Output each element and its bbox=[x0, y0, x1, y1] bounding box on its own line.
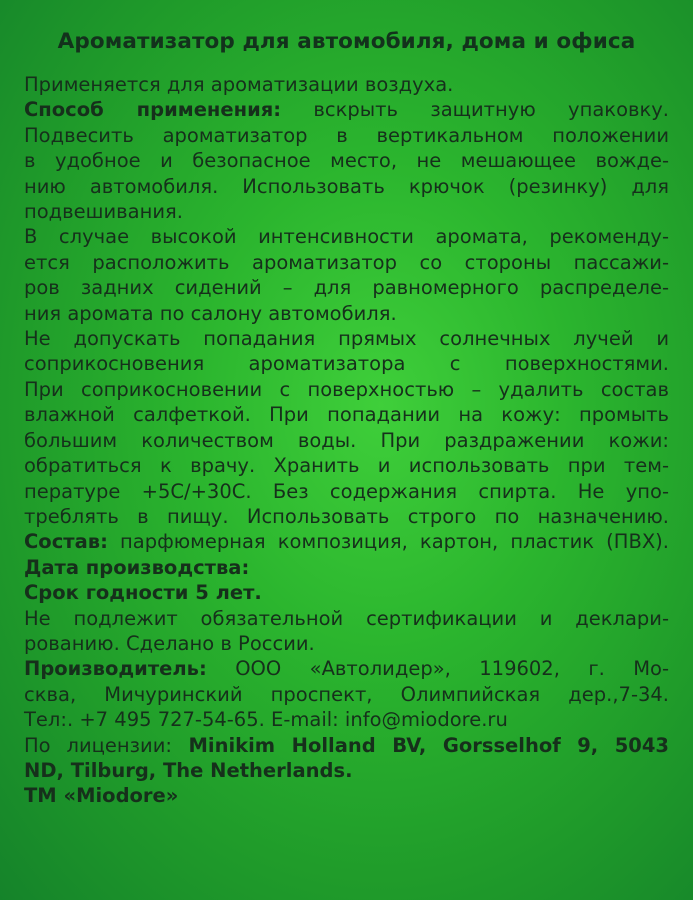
trademark: ТМ «Miodore» bbox=[24, 784, 179, 808]
warning-line-2: соприкосновения ароматизатора с поверхностями. bbox=[24, 352, 669, 376]
label-title: Ароматизатор для автомобиля, дома и офиса bbox=[57, 29, 636, 54]
certification-line-2: рованию. Сделано в России. bbox=[24, 631, 315, 655]
manufacturer-label: Производитель: bbox=[24, 657, 207, 681]
intensity-line-3: ров задних сидений – для равномерного распределе- bbox=[24, 276, 669, 300]
usage-line-3: в удобное и безопасное место, не мешающее вожде- bbox=[24, 149, 669, 173]
warning-line-3: При соприкосновении с поверхностью – удалить состав bbox=[24, 377, 669, 401]
composition-line bbox=[24, 529, 669, 554]
warning-line-7: пературе +5С/+30С. Без содержания спирта. Не упо- bbox=[24, 479, 669, 503]
composition-value: парфюмерная композиция, картон, пластик (ПВХ). bbox=[107, 530, 669, 554]
usage-line-4: нию автомобиля. Использовать крючок (резинку) для bbox=[24, 174, 669, 198]
intro-text: Применяется для ароматизации воздуха. bbox=[24, 73, 454, 96]
usage-line-2: Подвесить ароматизатор в вертикальном положении bbox=[24, 123, 669, 147]
shelf-life: Срок годности 5 лет. bbox=[24, 581, 262, 605]
manufacturer-line-3: Тел:. +7 495 727-54-65. E-mail: info@miodore.ru bbox=[24, 708, 508, 732]
usage-line-5: подвешивания. bbox=[24, 200, 183, 224]
license-label: По лицензии: bbox=[24, 733, 172, 757]
warning-line-1: Не допускать попадания прямых солнечных лучей и bbox=[24, 327, 669, 351]
certification-line-1: Не подлежит обязательной сертификации и деклари- bbox=[24, 606, 669, 630]
usage-label: Способ применения: bbox=[24, 98, 282, 122]
license-line-2: ND, Tilburg, The Netherlands. bbox=[24, 758, 353, 782]
intensity-line-4: ния аромата по салону автомобиля. bbox=[24, 301, 397, 325]
manufacturer-text: ООО «Автолидер», 119602, г. Мо- bbox=[206, 657, 669, 681]
license-line-1 bbox=[24, 733, 669, 758]
license-text: Minikim Holland BV, Gorsselhof 9, 5043 bbox=[171, 733, 670, 757]
warning-line-4: влажной салфеткой. При попадании на кожу: промыть bbox=[24, 403, 669, 427]
warning-line-6: обратиться к врачу. Хранить и использовать при тем- bbox=[24, 454, 669, 478]
intensity-line-1: В случае высокой интенсивности аромата, рекоменду- bbox=[24, 225, 669, 249]
manufacturer-line-1 bbox=[24, 656, 669, 681]
production-date-label: Дата производства: bbox=[24, 555, 250, 579]
intensity-line-2: ется расположить ароматизатор со стороны пассажи- bbox=[24, 250, 669, 274]
usage-text: вскрыть защитную упаковку. bbox=[281, 98, 670, 122]
usage-line-1 bbox=[24, 97, 669, 122]
warning-line-5: большим количеством воды. При раздражении кожи: bbox=[24, 428, 669, 452]
label-body bbox=[24, 72, 669, 809]
warning-line-8: треблять в пищу. Использовать строго по назначению. bbox=[24, 504, 669, 528]
manufacturer-line-2: сква, Мичуринский проспект, Олимпийская дер.,7-34. bbox=[24, 682, 669, 706]
composition-label: Состав: bbox=[24, 530, 108, 554]
